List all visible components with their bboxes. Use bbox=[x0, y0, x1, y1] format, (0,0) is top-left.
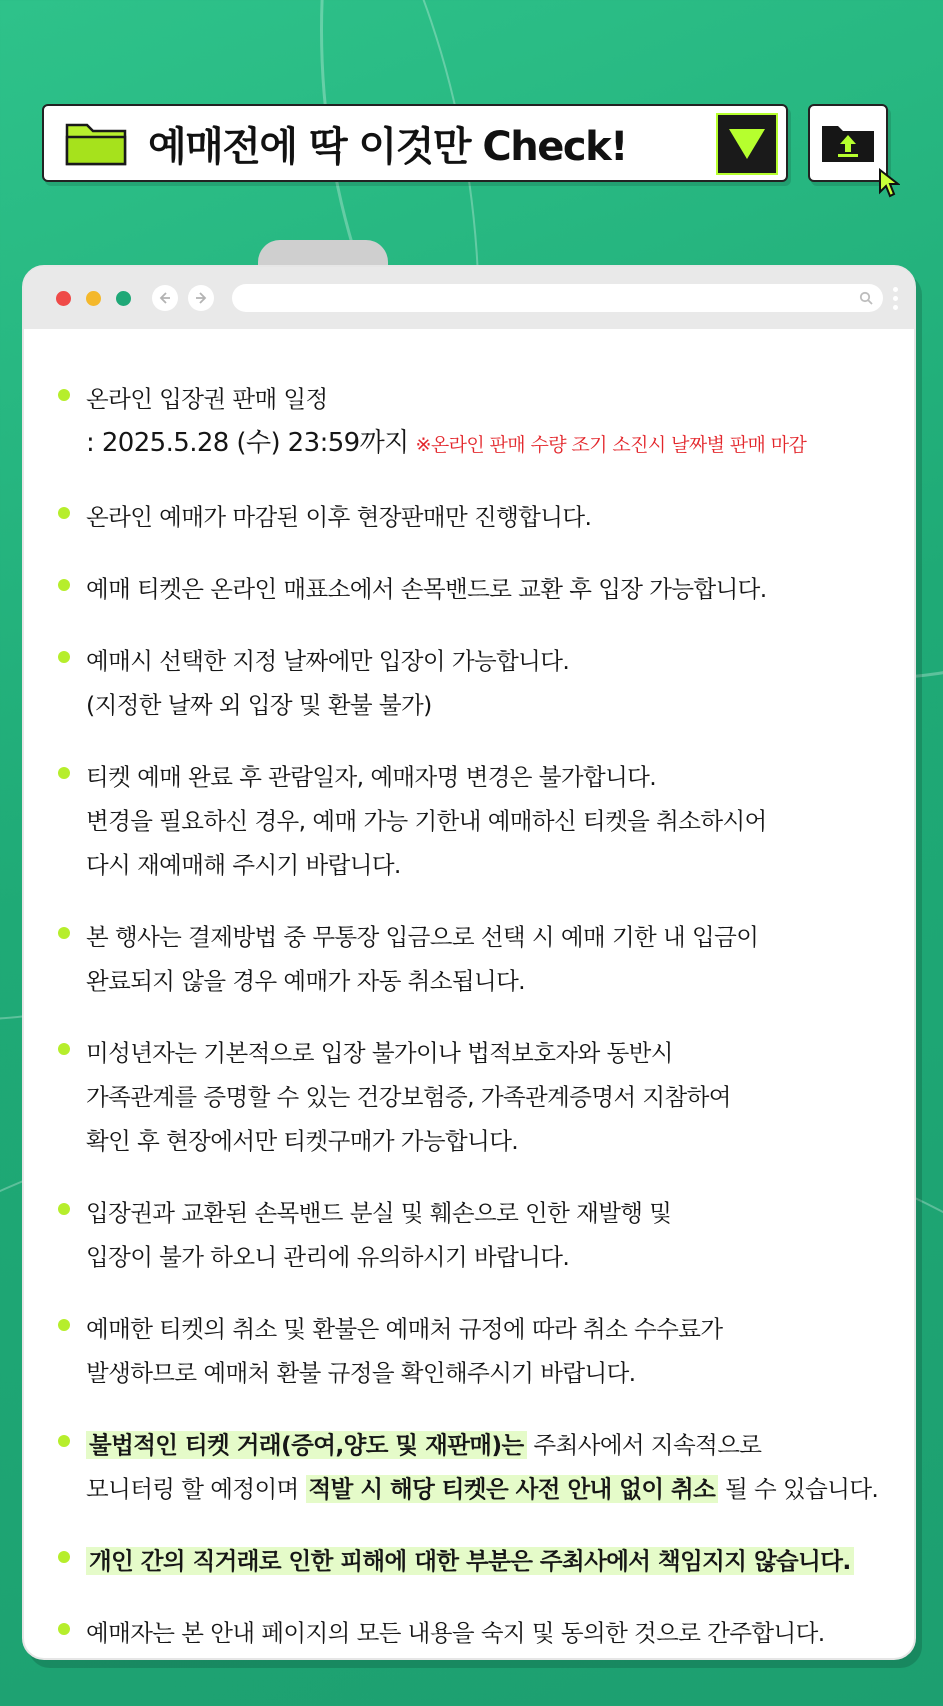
notice-text: 예매 티켓은 온라인 매표소에서 손목밴드로 교환 후 입장 가능합니다. bbox=[86, 575, 767, 603]
triangle-down-icon bbox=[727, 127, 767, 161]
bullet-icon bbox=[58, 1435, 70, 1447]
bullet-icon bbox=[58, 579, 70, 591]
forward-arrow-icon bbox=[194, 291, 208, 305]
notice-text: 티켓 예매 완료 후 관람일자, 예매자명 변경은 불가합니다. bbox=[86, 763, 657, 791]
notice-text: 예매자는 본 안내 페이지의 모든 내용을 숙지 및 동의한 것으로 간주합니다. bbox=[86, 1619, 825, 1647]
bullet-icon bbox=[58, 651, 70, 663]
bullet-icon bbox=[58, 1319, 70, 1331]
list-item bbox=[58, 567, 894, 611]
page-title: 예매전에 딱 이것만 Check! bbox=[148, 123, 627, 170]
folder-icon bbox=[64, 119, 128, 167]
notice-title-bar bbox=[42, 104, 788, 182]
minimize-window-dot[interactable] bbox=[86, 291, 101, 306]
maximize-window-dot[interactable] bbox=[116, 291, 131, 306]
list-item bbox=[58, 639, 894, 727]
bullet-icon bbox=[58, 1551, 70, 1563]
list-item bbox=[58, 1307, 894, 1395]
bullet-icon bbox=[58, 389, 70, 401]
forward-button[interactable] bbox=[188, 285, 214, 311]
notice-text: 완료되지 않을 경우 예매가 자동 취소됩니다. bbox=[86, 967, 526, 995]
notice-text: 미성년자는 기본적으로 입장 불가이나 법적보호자와 동반시 bbox=[86, 1039, 673, 1067]
notice-text: 입장이 불가 하오니 관리에 유의하시기 바랍니다. bbox=[86, 1243, 570, 1271]
bullet-icon bbox=[58, 767, 70, 779]
notice-text: 변경을 필요하신 경우, 예매 가능 기한내 예매하신 티켓을 취소하시어 bbox=[86, 807, 767, 835]
list-item bbox=[58, 915, 894, 1003]
close-window-dot[interactable] bbox=[56, 291, 71, 306]
notice-text: 본 행사는 결제방법 중 무통장 입금으로 선택 시 예매 기한 내 입금이 bbox=[86, 923, 759, 951]
highlighted-notice-text: 적발 시 해당 티켓은 사전 안내 없이 취소 bbox=[306, 1475, 719, 1503]
notice-list bbox=[24, 329, 914, 1655]
notice-text: 발생하므로 예매처 환불 규정을 확인해주시기 바랍니다. bbox=[86, 1359, 636, 1387]
notice-text: 다시 재예매해 주시기 바랍니다. bbox=[86, 851, 401, 879]
notice-text: 가족관계를 증명할 수 있는 건강보험증, 가족관계증명서 지참하여 bbox=[86, 1083, 731, 1111]
url-input[interactable] bbox=[232, 284, 859, 312]
highlighted-notice-text: 불법적인 티켓 거래(증여,양도 및 재판매)는 bbox=[86, 1431, 527, 1459]
bullet-icon bbox=[58, 1623, 70, 1635]
list-item bbox=[58, 1031, 894, 1163]
list-item bbox=[58, 1191, 894, 1279]
list-item bbox=[58, 377, 894, 467]
notice-text: 될 수 있습니다. bbox=[718, 1475, 879, 1503]
notice-text: 입장권과 교환된 손목밴드 분실 및 훼손으로 인한 재발행 및 bbox=[86, 1199, 672, 1227]
list-item bbox=[58, 495, 894, 539]
more-options-icon[interactable] bbox=[893, 287, 898, 310]
bullet-icon bbox=[58, 927, 70, 939]
notice-text: (지정한 날짜 외 입장 및 환불 불가) bbox=[86, 691, 432, 719]
notice-warning-note: ※온라인 판매 수량 조기 소진시 날짜별 판매 마감 bbox=[415, 434, 807, 456]
notice-text: 온라인 입장권 판매 일정 bbox=[86, 385, 328, 413]
highlighted-notice-text: 개인 간의 직거래로 인한 피해에 대한 부분은 주최사에서 책임지지 않습니다. bbox=[86, 1547, 854, 1575]
folder-upload-icon bbox=[820, 122, 876, 164]
list-item bbox=[58, 1423, 894, 1511]
back-arrow-icon bbox=[158, 291, 172, 305]
notice-text: 예매한 티켓의 취소 및 환불은 예매처 규정에 따라 취소 수수료가 bbox=[86, 1315, 723, 1343]
notice-text: 온라인 예매가 마감된 이후 현장판매만 진행합니다. bbox=[86, 503, 592, 531]
list-item bbox=[58, 1611, 894, 1655]
back-button[interactable] bbox=[152, 285, 178, 311]
folder-upload-button[interactable] bbox=[808, 104, 888, 182]
browser-window bbox=[22, 265, 916, 1660]
notice-text: 주최사에서 지속적으로 bbox=[526, 1431, 762, 1459]
notice-text: : 2025.5.28 (수) 23:59까지 bbox=[86, 428, 409, 458]
notice-text: 확인 후 현장에서만 티켓구매가 가능합니다. bbox=[86, 1127, 519, 1155]
mouse-cursor-icon bbox=[878, 168, 900, 198]
search-icon[interactable] bbox=[859, 291, 873, 305]
bullet-icon bbox=[58, 507, 70, 519]
bullet-icon bbox=[58, 1203, 70, 1215]
dropdown-button[interactable] bbox=[716, 113, 778, 175]
browser-toolbar bbox=[24, 267, 914, 329]
list-item bbox=[58, 1539, 894, 1583]
notice-text: 모니터링 할 예정이며 bbox=[86, 1475, 306, 1503]
list-item bbox=[58, 755, 894, 887]
bullet-icon bbox=[58, 1043, 70, 1055]
address-bar bbox=[232, 284, 883, 312]
notice-text: 예매시 선택한 지정 날짜에만 입장이 가능합니다. bbox=[86, 647, 570, 675]
